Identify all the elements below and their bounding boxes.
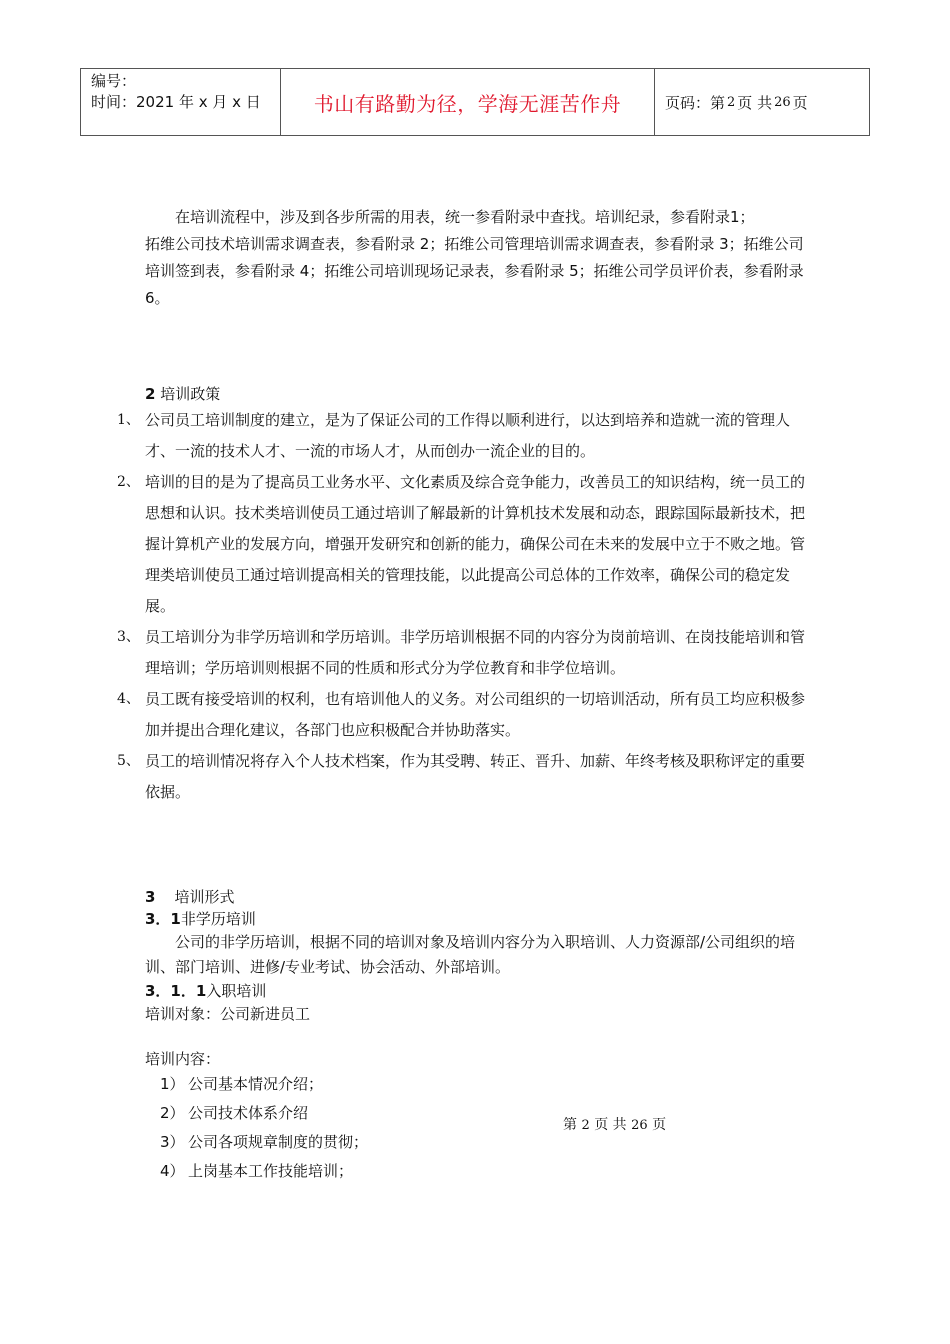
page-label-suffix: 页 (792, 93, 808, 112)
section-2-heading (145, 383, 810, 405)
section-2 (117, 383, 810, 808)
page-footer (563, 1114, 666, 1134)
footer-current-page: 2 (581, 1118, 590, 1133)
section-2-number: 2 (145, 385, 156, 403)
list-item: 1） 公司基本情况介绍； (160, 1075, 324, 1093)
header-motto: 书山有路勤为径，学海无涯苦作舟 (281, 69, 655, 135)
footer-prefix: 第 (563, 1117, 577, 1133)
section-3-1-1-heading (145, 980, 810, 1002)
list-item: 4） 上岗基本工作技能培训； (160, 1162, 354, 1180)
section-3-number: 3 (145, 888, 156, 906)
footer-suffix: 页 (652, 1117, 667, 1133)
header-page-indicator (655, 69, 869, 135)
training-content-list (145, 1070, 810, 1186)
section-3-1-title: 非学历培训 (180, 910, 256, 928)
section-3 (145, 886, 810, 1186)
footer-middle: 页 共 (594, 1117, 627, 1133)
training-content-label: 培训内容： (145, 1050, 221, 1068)
section-2-title: 培训政策 (155, 385, 221, 403)
header-info-cell (81, 69, 281, 135)
page-label-middle: 页 共 (737, 93, 773, 112)
section-3-1-number: 3．1 (145, 910, 181, 928)
list-item: 5、 员工的培训情况将存入个人技术档案，作为其受聘、转正、晋升、加薪、年终考核及职称评定的重要依据。 (117, 752, 806, 801)
section-3-1-1-number: 3．1．1 (145, 982, 207, 1000)
intro-block (145, 204, 810, 312)
list-item: 3、 员工培训分为非学历培训和学历培训。非学历培训根据不同的内容分为岗前培训、在岗技能培训和管理培训；学历培训则根据不同的性质和形式分为学位教育和非学位培训。 (117, 628, 806, 677)
footer-total-pages: 26 (631, 1118, 648, 1133)
section-3-1-1-title: 入职培训 (206, 982, 267, 1000)
intro-paragraph-1: 在培训流程中，涉及到各步所需的用表，统一参看附录中查找。培训纪录，参看附录1； (175, 208, 755, 226)
page-total-number: 26 (774, 94, 791, 110)
training-target: 培训对象：公司新进员工 (145, 1005, 311, 1023)
document-number-label: 编号： (91, 72, 137, 90)
section-3-heading (145, 886, 810, 908)
page-current-number: 2 (727, 94, 736, 110)
list-item: 1、 公司员工培训制度的建立，是为了保证公司的工作得以顺利进行，以达到培养和造就一流的管理人才、一流的技术人才、一流的市场人才，从而创办一流企业的目的。 (117, 411, 791, 460)
section-3-title: 培训形式 (174, 888, 235, 906)
list-item: 2） 公司技术体系介绍 (160, 1104, 309, 1122)
page-label-prefix: 页码：第 (665, 93, 726, 112)
list-item: 4、 员工既有接受培训的权利，也有培训他人的义务。对公司组织的一切培训活动，所有员工均应积极参加并提出合理化建议，各部门也应积极配合并协助落实。 (117, 690, 806, 739)
document-time-label: 时间：2021 年 x 月 x 日 (91, 93, 261, 111)
section-3-1-paragraph: 公司的非学历培训，根据不同的培训对象及培训内容分为入职培训、人力资源部/公司组织的培训、部门培训、进修/专业考试、协会活动、外部培训。 (145, 933, 796, 976)
section-3-1-heading (145, 908, 810, 930)
policy-list (117, 405, 810, 808)
list-item: 2、 培训的目的是为了提高员工业务水平、文化素质及综合竞争能力，改善员工的知识结构，统一员工的思想和认识。技术类培训使员工通过培训了解最新的计算机技术发展和动态，跟踪国际最新技术，把握计算机产业的发展方向，增强开发研究和创新的能力，确保公司在未来的发展中立于不败之地。管理类培训使员工通过培训提高相关的管理技能，以此提高公司总体的工作效率，确保公司的稳定发展。 (117, 473, 806, 615)
header-table (80, 68, 870, 136)
list-item: 3） 公司各项规章制度的贯彻； (160, 1133, 369, 1151)
intro-paragraph-2: 拓维公司技术培训需求调查表，参看附录 2；拓维公司管理培训需求调查表，参看附录 3；拓维公司培训签到表，参看附录 4；拓维公司培训现场记录表，参看附录 5；拓维公司学员评价表，参看附录 6。 (145, 235, 804, 307)
